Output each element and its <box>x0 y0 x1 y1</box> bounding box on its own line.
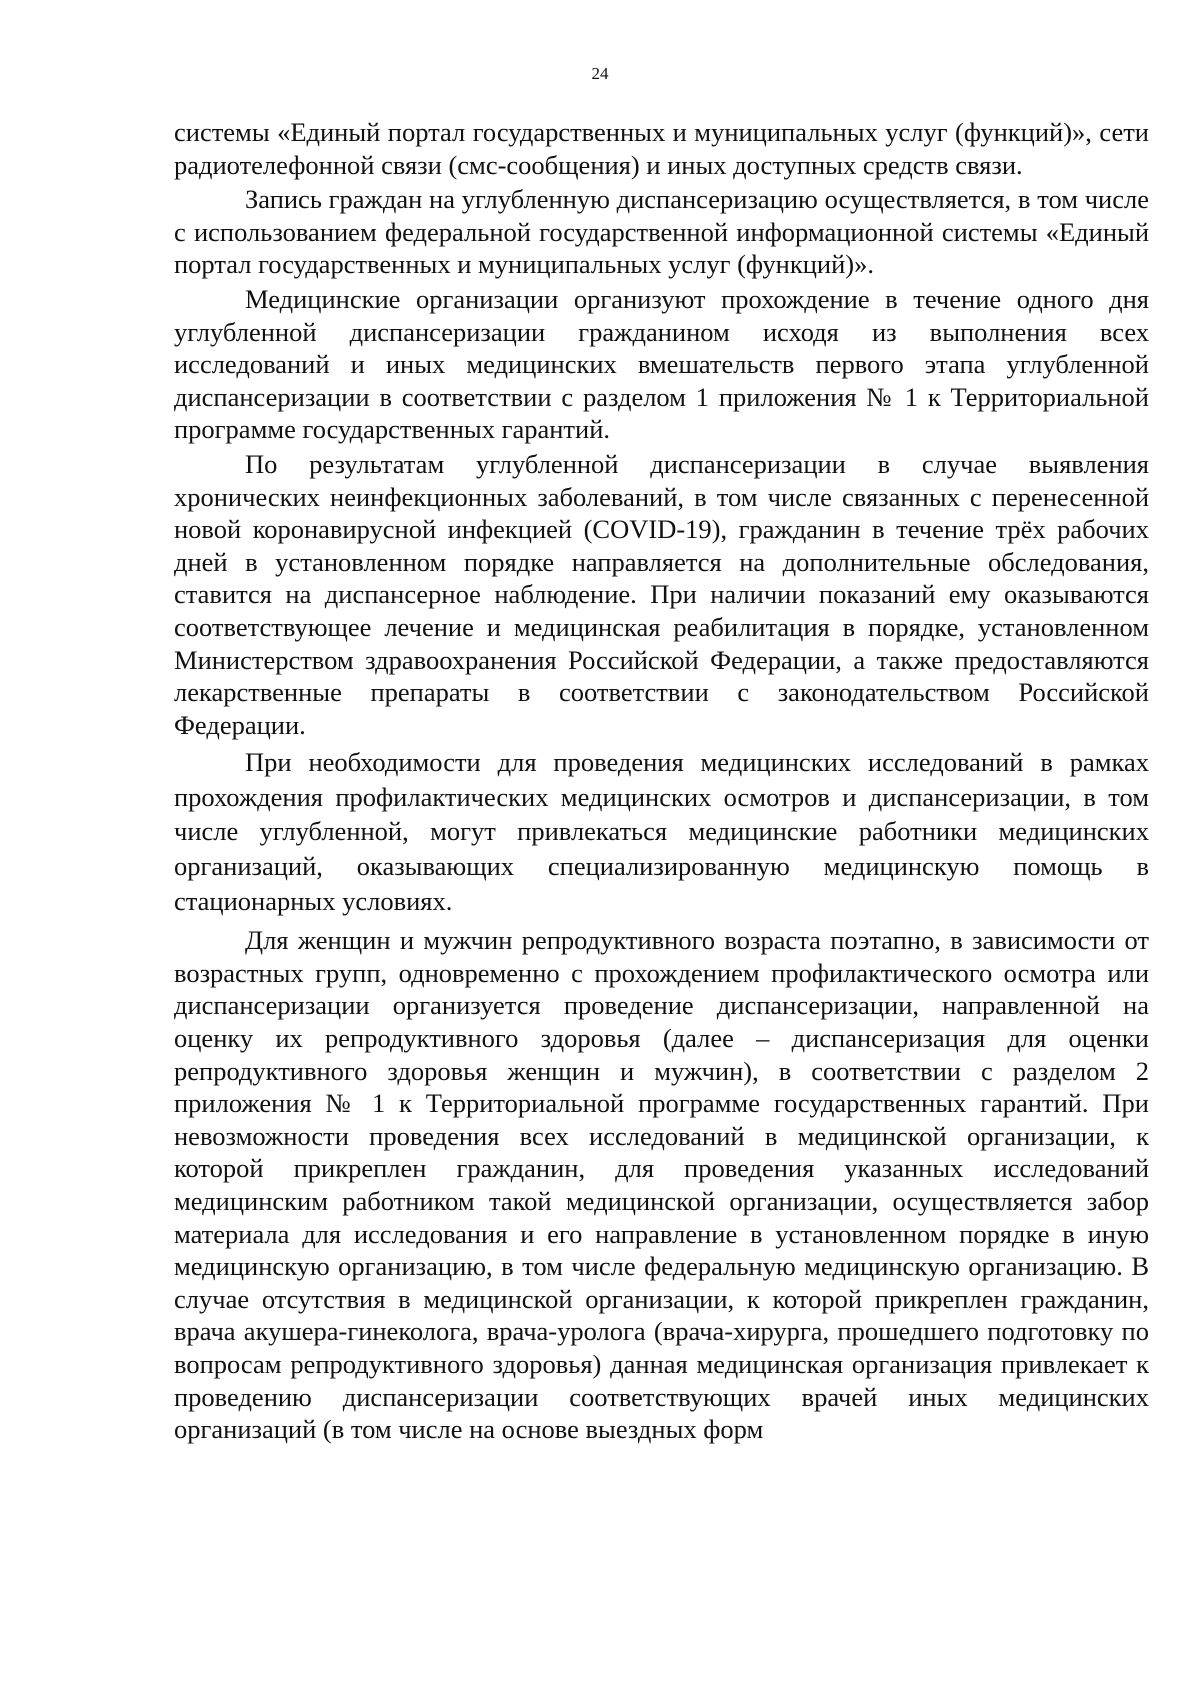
paragraph-2: Запись граждан на углубленную диспансеризацию осуществляется, в том числе с использованием федеральной государственной информационной системы «Единый портал государственных и муниципальных услуг (функций)». <box>174 184 1149 280</box>
paragraph-6: Для женщин и мужчин репродуктивного возраста поэтапно, в зависимости от возрастных групп, одновременно с прохождением профилактического осмотра или диспансеризации организуется проведение диспансеризации, направленной на оценку их репродуктивного здоровья (далее – диспансеризация для оценки репродуктивного здоровья женщин и мужчин), в соответствии с разделом 2 приложения № 1 к Территориальной программе государственных гарантий. При невозможности проведения всех исследований в медицинской организации, к которой прикреплен гражданин, для проведения указанных исследований медицинским работником такой медицинской организации, осуществляется забор материала для исследования и его направление в установленном порядке в иную медицинскую организацию, в том числе федеральную медицинскую организацию. В случае отсутствия в медицинской организации, к которой прикреплен гражданин, врача акушера-гинеколога, врача-уролога (врача-хирурга, прошедшего подготовку по вопросам репродуктивного здоровья) данная медицинская организация привлекает к проведению диспансеризации соответствующих врачей иных медицинских организаций (в том числе на основе выездных форм <box>174 925 1149 1445</box>
document-body <box>174 116 1149 1448</box>
paragraph-5: При необходимости для проведения медицинских исследований в рамках прохождения профилактических медицинских осмотров и диспансеризации, в том числе углубленной, могут привлекаться медицинские работники медицинских организаций, оказывающих специализированную медицинскую помощь в стационарных условиях. <box>174 747 1149 916</box>
paragraph-1: системы «Единый портал государственных и муниципальных услуг (функций)», сети радиотелефонной связи (смс-сообщения) и иных доступных средств связи. <box>174 117 1149 180</box>
paragraph-4: По результатам углубленной диспансеризации в случае выявления хронических неинфекционных заболеваний, в том числе связанных с перенесенной новой коронавирусной инфекцией (COVID-19), гражданин в течение трёх рабочих дней в установленном порядке направляется на дополнительные обследования, ставится на диспансерное наблюдение. При наличии показаний ему оказываются соответствующее лечение и медицинская реабилитация в порядке, установленном Министерством здравоохранения Российской Федерации, а также предоставляются лекарственные препараты в соответствии с законодательством Российской Федерации. <box>174 448 1149 740</box>
paragraph-3: Медицинские организации организуют прохождение в течение одного дня углубленной диспансеризации гражданином исходя из выполнения всех исследований и иных медицинских вмешательств первого этапа углубленной диспансеризации в соответствии с разделом 1 приложения № 1 к Территориальной программе государственных гарантий. <box>174 283 1149 445</box>
page-number: 24 <box>591 64 609 83</box>
